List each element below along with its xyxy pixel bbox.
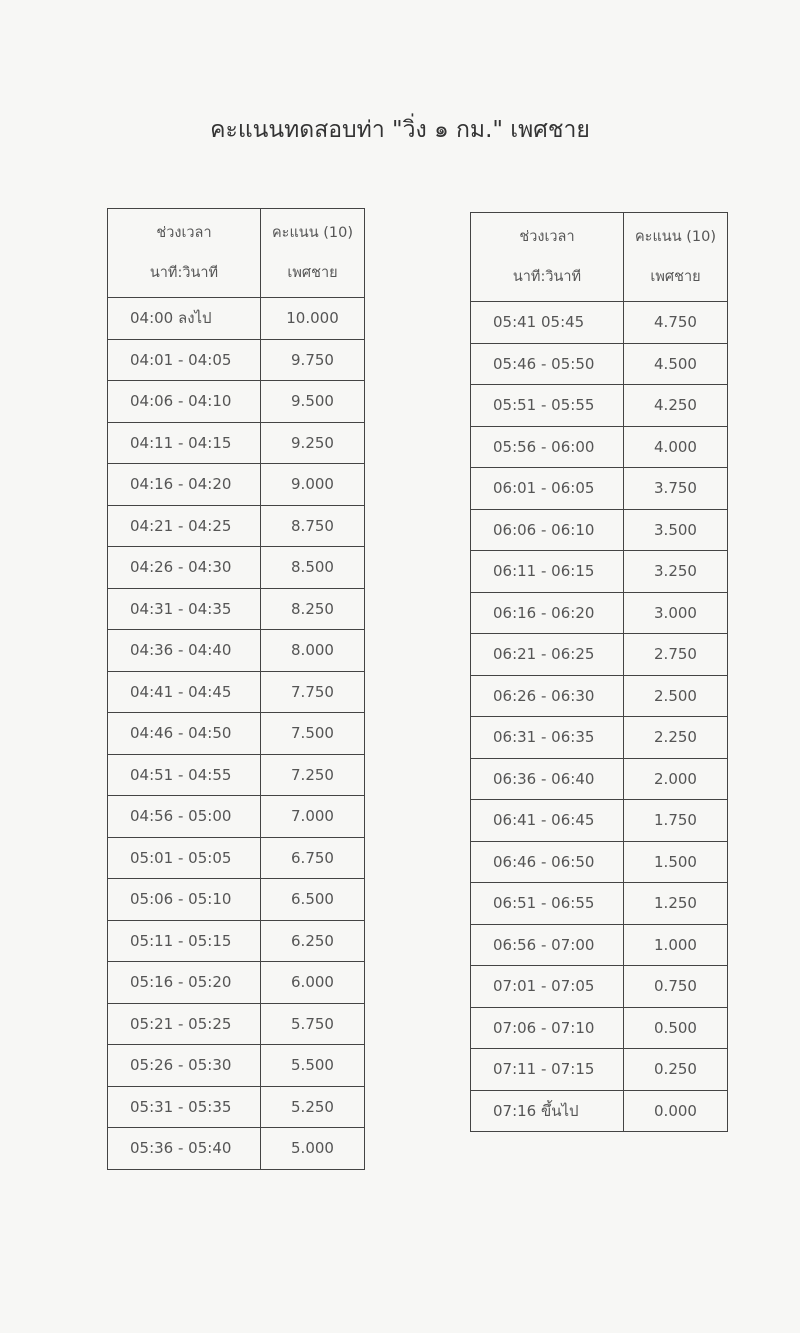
time-range-cell: 05:21 - 05:25	[108, 1003, 261, 1045]
score-cell: 7.000	[261, 796, 365, 838]
table-row	[108, 1086, 365, 1128]
time-range-cell: 04:01 - 04:05	[108, 339, 261, 381]
score-cell: 5.750	[261, 1003, 365, 1045]
time-range-cell: 06:16 - 06:20	[471, 592, 624, 634]
score-cell: 4.250	[624, 385, 728, 427]
score-cell: 1.250	[624, 883, 728, 925]
score-cell: 0.500	[624, 1007, 728, 1049]
table-header	[471, 213, 728, 302]
time-range-cell: 04:41 - 04:45	[108, 671, 261, 713]
time-range-cell: 04:00 ลงไป	[108, 298, 261, 340]
score-table-left	[107, 208, 365, 1170]
time-range-cell: 05:31 - 05:35	[108, 1086, 261, 1128]
time-range-cell: 04:46 - 04:50	[108, 713, 261, 755]
time-range-cell: 05:16 - 05:20	[108, 962, 261, 1004]
table-row	[108, 339, 365, 381]
score-cell: 1.000	[624, 924, 728, 966]
time-range-cell: 06:01 - 06:05	[471, 468, 624, 510]
table-row	[471, 966, 728, 1008]
table-row	[108, 505, 365, 547]
table-row	[471, 551, 728, 593]
table-row	[471, 841, 728, 883]
score-cell: 9.000	[261, 464, 365, 506]
score-cell: 5.000	[261, 1128, 365, 1170]
score-cell: 1.750	[624, 800, 728, 842]
table-row	[471, 717, 728, 759]
page-title: คะแนนทดสอบท่า "วิ่ง ๑ กม." เพศชาย	[210, 117, 590, 143]
table-row	[471, 468, 728, 510]
table-row	[471, 426, 728, 468]
header-text: เพศชาย	[287, 265, 338, 281]
time-range-cell: 06:11 - 06:15	[471, 551, 624, 593]
time-range-cell: 04:51 - 04:55	[108, 754, 261, 796]
time-range-cell: 05:11 - 05:15	[108, 920, 261, 962]
table-row	[471, 634, 728, 676]
time-range-cell: 05:46 - 05:50	[471, 343, 624, 385]
table-row	[108, 422, 365, 464]
score-cell: 9.750	[261, 339, 365, 381]
table-row	[108, 879, 365, 921]
score-cell: 9.500	[261, 381, 365, 423]
table-row	[108, 630, 365, 672]
time-range-cell: 05:01 - 05:05	[108, 837, 261, 879]
header-text: คะแนน (10)	[271, 225, 354, 241]
score-cell: 2.250	[624, 717, 728, 759]
table-row	[471, 302, 728, 344]
time-range-cell: 06:56 - 07:00	[471, 924, 624, 966]
table-row	[108, 1045, 365, 1087]
table-row	[108, 920, 365, 962]
time-range-cell: 04:26 - 04:30	[108, 547, 261, 589]
score-cell: 7.500	[261, 713, 365, 755]
time-range-cell: 05:56 - 06:00	[471, 426, 624, 468]
table-row	[471, 1049, 728, 1091]
score-cell: 2.750	[624, 634, 728, 676]
time-range-cell: 04:56 - 05:00	[108, 796, 261, 838]
score-cell: 2.000	[624, 758, 728, 800]
header-text: ช่วงเวลา	[156, 225, 212, 241]
time-range-cell: 04:21 - 04:25	[108, 505, 261, 547]
score-table-right	[470, 212, 728, 1132]
score-cell: 7.750	[261, 671, 365, 713]
score-cell: 4.500	[624, 343, 728, 385]
table-row	[471, 924, 728, 966]
time-range-cell: 06:31 - 06:35	[471, 717, 624, 759]
time-range-cell: 04:36 - 04:40	[108, 630, 261, 672]
table-header	[108, 209, 365, 298]
score-cell: 4.000	[624, 426, 728, 468]
time-range-cell: 06:06 - 06:10	[471, 509, 624, 551]
table-row	[471, 675, 728, 717]
score-cell: 0.000	[624, 1090, 728, 1132]
header-text: เพศชาย	[650, 269, 701, 285]
score-header	[624, 213, 728, 302]
score-cell: 6.250	[261, 920, 365, 962]
table-row	[108, 837, 365, 879]
table-row	[108, 754, 365, 796]
table-row	[108, 464, 365, 506]
time-range-cell: 05:06 - 05:10	[108, 879, 261, 921]
table-row	[471, 800, 728, 842]
score-cell: 3.750	[624, 468, 728, 510]
table-row	[108, 713, 365, 755]
score-cell: 2.500	[624, 675, 728, 717]
table-row	[108, 298, 365, 340]
table-row	[471, 758, 728, 800]
score-cell: 8.500	[261, 547, 365, 589]
table-row	[471, 592, 728, 634]
table-row	[471, 1007, 728, 1049]
table-row	[471, 883, 728, 925]
score-cell: 3.500	[624, 509, 728, 551]
score-cell: 5.250	[261, 1086, 365, 1128]
score-cell: 3.250	[624, 551, 728, 593]
time-range-cell: 06:26 - 06:30	[471, 675, 624, 717]
table-row	[108, 671, 365, 713]
time-range-cell: 06:36 - 06:40	[471, 758, 624, 800]
score-cell: 7.250	[261, 754, 365, 796]
time-range-cell: 04:16 - 04:20	[108, 464, 261, 506]
header-text: นาที:วินาที	[149, 265, 219, 281]
table-row	[108, 547, 365, 589]
time-range-header	[471, 213, 624, 302]
score-cell: 4.750	[624, 302, 728, 344]
time-range-cell: 07:16 ขึ้นไป	[471, 1090, 624, 1132]
table-row	[108, 1128, 365, 1170]
header-text: ช่วงเวลา	[519, 229, 575, 245]
header-text: นาที:วินาที	[512, 269, 582, 285]
time-range-cell: 06:21 - 06:25	[471, 634, 624, 676]
time-range-cell: 05:26 - 05:30	[108, 1045, 261, 1087]
table-row	[471, 1090, 728, 1132]
time-range-header	[108, 209, 261, 298]
score-cell: 8.750	[261, 505, 365, 547]
table-row	[108, 381, 365, 423]
table-row	[108, 796, 365, 838]
score-cell: 8.000	[261, 630, 365, 672]
time-range-cell: 04:06 - 04:10	[108, 381, 261, 423]
table-row	[108, 588, 365, 630]
time-range-cell: 06:46 - 06:50	[471, 841, 624, 883]
header-text: คะแนน (10)	[634, 229, 717, 245]
score-cell: 5.500	[261, 1045, 365, 1087]
score-cell: 3.000	[624, 592, 728, 634]
score-cell: 9.250	[261, 422, 365, 464]
time-range-cell: 06:51 - 06:55	[471, 883, 624, 925]
score-cell: 8.250	[261, 588, 365, 630]
time-range-cell: 07:06 - 07:10	[471, 1007, 624, 1049]
time-range-cell: 04:11 - 04:15	[108, 422, 261, 464]
table-row	[471, 509, 728, 551]
score-cell: 6.000	[261, 962, 365, 1004]
table-row	[471, 385, 728, 427]
time-range-cell: 07:11 - 07:15	[471, 1049, 624, 1091]
score-cell: 6.500	[261, 879, 365, 921]
time-range-cell: 05:36 - 05:40	[108, 1128, 261, 1170]
time-range-cell: 05:51 - 05:55	[471, 385, 624, 427]
score-cell: 0.750	[624, 966, 728, 1008]
table-row	[471, 343, 728, 385]
time-range-cell: 04:31 - 04:35	[108, 588, 261, 630]
score-cell: 10.000	[261, 298, 365, 340]
table-row	[108, 1003, 365, 1045]
score-cell: 1.500	[624, 841, 728, 883]
time-range-cell: 05:41 05:45	[471, 302, 624, 344]
table-row	[108, 962, 365, 1004]
score-header	[261, 209, 365, 298]
time-range-cell: 06:41 - 06:45	[471, 800, 624, 842]
score-cell: 0.250	[624, 1049, 728, 1091]
score-cell: 6.750	[261, 837, 365, 879]
time-range-cell: 07:01 - 07:05	[471, 966, 624, 1008]
